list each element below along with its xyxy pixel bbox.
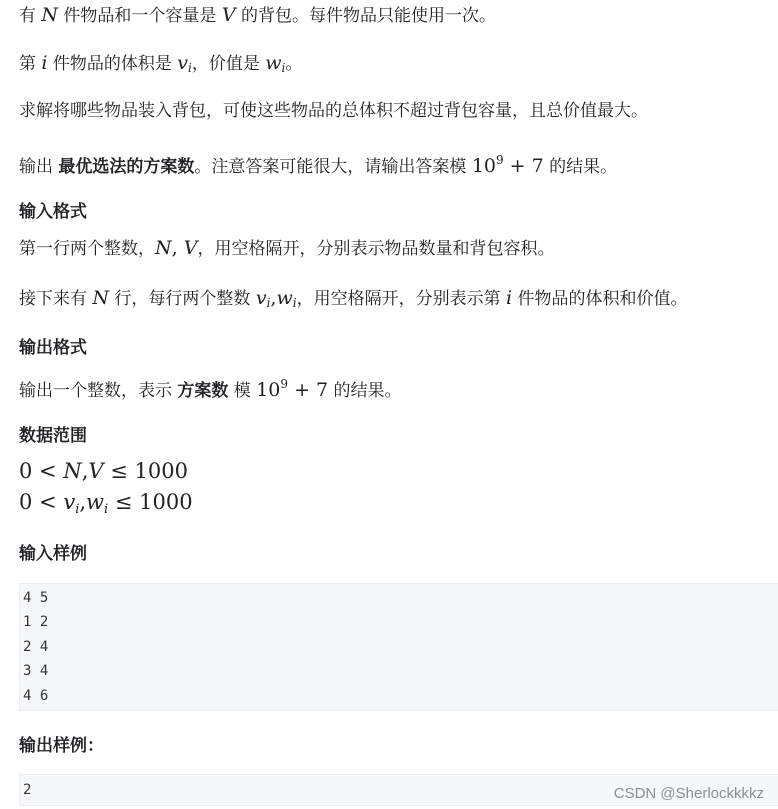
text: 有 [19, 6, 42, 26]
data-range-line-2: $0 < v_i,w_i \le 1000$ [19, 490, 193, 517]
problem-line-3: 求解将哪些物品装入背包，可使这些物品的总体积不超过背包容量，且总价值最大。 [19, 101, 648, 121]
text: 第 [19, 54, 42, 74]
text: 。 [285, 54, 303, 74]
problem-line-1 [19, 3, 778, 28]
math-w-i: $w_i$ [265, 52, 286, 75]
code-line: 2 [23, 782, 32, 798]
math-modulus: $10^9 + 7$ [256, 377, 329, 401]
code-line: 1 2 [23, 614, 49, 631]
bold-text: 最优选法的方案数 [58, 157, 195, 177]
text: 件物品的体积和价值。 [512, 289, 688, 309]
math-v-w: $v_i,w_i$ [255, 287, 297, 310]
math-modulus: $10^9 + 7$ [471, 153, 544, 177]
sample-output-heading: 输出样例： [19, 736, 104, 756]
math-N: N [41, 4, 59, 26]
text: 输出 [19, 157, 59, 177]
text: 的结果。 [543, 157, 618, 177]
input-format-line-2 [19, 286, 778, 315]
text: ，用空格隔开，分别表示物品数量和背包容积。 [197, 239, 555, 259]
watermark: CSDN @Sherlockkkkz [613, 785, 764, 802]
code-line: 4 6 [23, 687, 49, 704]
code-line: 3 4 [23, 663, 49, 680]
text: 输出一个整数，表示 [19, 381, 178, 401]
output-format-heading: 输出格式 [19, 338, 87, 358]
text: 。注意答案可能很大，请输出答案模 [194, 157, 472, 177]
output-format-line [19, 372, 778, 403]
math-i: i [41, 52, 48, 74]
text: 行，每行两个整数 [109, 289, 256, 309]
text: 第一行两个整数， [19, 239, 155, 259]
text: 接下来有 [19, 289, 93, 309]
data-range-line-1: 0 < N,V ≤ 1000 [19, 459, 188, 483]
math-V: V [221, 4, 236, 26]
data-range-heading: 数据范围 [19, 426, 87, 446]
code-line: 4 5 [23, 590, 49, 606]
text: 模 [228, 381, 257, 401]
text: 件物品的体积是 [47, 54, 178, 74]
math-v-i: $v_i$ [177, 52, 192, 75]
bold-text: 方案数 [177, 381, 229, 401]
text: 的结果。 [328, 381, 402, 401]
math-i: i [505, 287, 513, 309]
input-format-line-1 [19, 236, 778, 261]
text: ，用空格隔开，分别表示第 [296, 289, 506, 309]
sample-input-code-block [19, 583, 778, 711]
problem-line-2 [19, 51, 778, 80]
problem-line-4 [19, 148, 778, 179]
code-line: 2 4 [23, 638, 49, 655]
text: 件物品和一个容量是 [58, 6, 222, 26]
sample-input-heading: 输入样例 [19, 544, 87, 564]
math-N-V: N, V [155, 237, 198, 259]
text: ，价值是 [191, 54, 266, 74]
math-N: N [92, 287, 110, 309]
text: 的背包。每件物品只能使用一次。 [235, 6, 496, 26]
input-format-heading: 输入格式 [19, 202, 87, 222]
